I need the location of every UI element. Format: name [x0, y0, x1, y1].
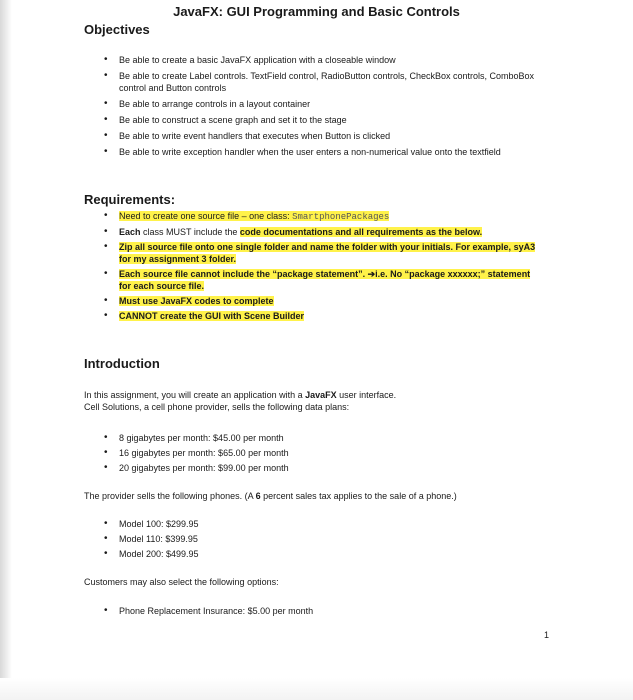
requirement-text: Each [119, 227, 144, 237]
intro-text: percent sales tax applies to the sale of a phone.) [260, 491, 457, 501]
requirement-text: Each source file cannot include the “package statement”. ➔i.e. No “package xxxxxx;” statement for each source file. [119, 269, 531, 291]
list-item: • Be able to write exception handler when the user enters a non-numerical value onto the textfield [104, 146, 544, 158]
list-item: • Model 200: $499.95 [104, 548, 544, 560]
document-title: JavaFX: GUI Programming and Basic Controls [173, 4, 460, 19]
requirement-text: class MUST include the [143, 227, 240, 237]
list-item: • Be able to arrange controls in a layout container [104, 98, 544, 110]
requirement-text: requirements as the below. [366, 227, 483, 237]
list-item: • 8 gigabytes per month: $45.00 per month [104, 432, 544, 444]
objectives-list [104, 54, 544, 162]
list-item [104, 210, 544, 223]
requirements-heading: Requirements: [84, 192, 176, 207]
list-item: • Be able to write event handlers that executes when Button is clicked [104, 130, 544, 142]
page-shadow-bottom [0, 678, 633, 700]
list-item: • Phone Replacement Insurance: $5.00 per month [104, 605, 544, 617]
phones-list [104, 518, 544, 563]
intro-text: In this assignment, you will create an application with a [84, 390, 306, 400]
intro-text: user interface. [336, 390, 397, 400]
requirement-text: code documentations [239, 227, 333, 237]
list-item [104, 295, 544, 307]
intro-text: The provider sells the following phones. (A [84, 491, 256, 501]
intro-paragraph [84, 389, 396, 401]
introduction-heading: Introduction [84, 356, 160, 371]
list-item: • Model 110: $399.95 [104, 533, 544, 545]
phones-paragraph [84, 490, 457, 502]
intro-text: 6 [255, 491, 261, 501]
options-paragraph: Customers may also select the following options: [84, 577, 279, 587]
list-item [104, 226, 544, 238]
requirement-text: Zip all source file onto one single folder and name the folder with your initials. For example, syA3 for my assignment 3 folder. [119, 242, 536, 264]
intro-text: JavaFX [305, 390, 337, 400]
intro-paragraph: Cell Solutions, a cell phone provider, sells the following data plans: [84, 402, 350, 412]
requirement-text: Must use JavaFX codes to complete [119, 296, 274, 306]
requirement-text: CANNOT create the GUI with Scene Builder [119, 311, 305, 321]
objectives-heading: Objectives [84, 22, 150, 37]
requirement-text: and all [332, 227, 367, 237]
requirement-text: Need to create one source file – one class: [119, 211, 293, 221]
list-item: • Be able to construct a scene graph and set it to the stage [104, 114, 544, 126]
list-item: • 16 gigabytes per month: $65.00 per month [104, 447, 544, 459]
list-item [104, 310, 544, 322]
list-item: • Model 100: $299.95 [104, 518, 544, 530]
list-item: • Be able to create a basic JavaFX application with a closeable window [104, 54, 544, 66]
list-item: • Be able to create Label controls. TextField control, RadioButton controls, CheckBox controls, ComboBox control and Button controls [104, 70, 544, 94]
requirements-list [104, 210, 544, 325]
list-item [104, 268, 544, 292]
list-item: • 20 gigabytes per month: $99.00 per month [104, 462, 544, 474]
class-name-code: SmartphonePackages [292, 212, 390, 222]
list-item [104, 241, 544, 265]
page-shadow-left [0, 0, 12, 700]
options-list [104, 605, 544, 620]
page-number: 1 [544, 630, 550, 640]
data-plans-list [104, 432, 544, 477]
